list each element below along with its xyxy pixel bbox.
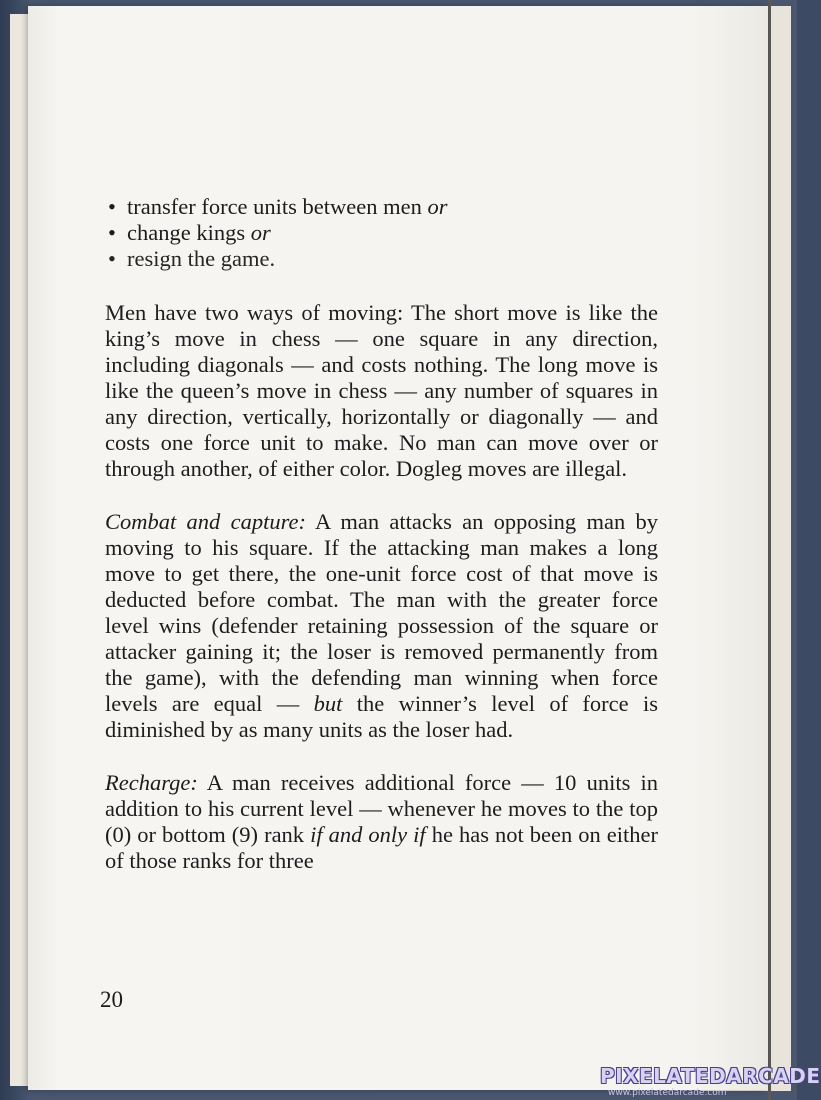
combat-heading: Combat and capture:	[105, 509, 306, 534]
list-item: • change kings or	[108, 220, 271, 245]
list-item: • transfer force units between men or	[108, 194, 448, 219]
page-body	[105, 194, 658, 874]
page-number: 20	[100, 987, 123, 1012]
site-watermark-url: www.pixelatedarcade.com	[608, 1088, 727, 1098]
manual-page	[28, 6, 768, 1090]
paragraph-combat: Combat and capture: A man attacks an opposing man by moving to his square. If the attacking man makes a long move to get there, the one-unit force cost of that move is deducted before combat. The man with the greater force level wins (defender retaining possession of the square or attacker gaining it; the loser is removed permanently from the game), with the defending man winning when force levels are equal — but the winner’s level of force is diminished by as many units as the loser had.	[105, 509, 659, 742]
action-list	[105, 194, 658, 272]
paragraph-recharge: Recharge: A man receives additional force — 10 units in addition to his current level — whenever he moves to the top (0) or bottom (9) rank if and only if he has not been on either of those ranks for three	[105, 770, 659, 873]
list-item: • resign the game.	[108, 246, 276, 271]
recharge-heading: Recharge:	[105, 770, 198, 795]
site-watermark: PIXELATEDARCADE	[600, 1064, 821, 1088]
booklet-spine-shadow	[768, 0, 771, 1100]
paragraph-moving: Men have two ways of moving: The short move is like the king’s move in chess — one square in any direction, including diagonals — and costs nothing. The long move is like the queen’s move in chess — any number of squares in any direction, vertically, horizontally or diagonally — and costs one force unit to make. No man can move over or through another, of either color. Dogleg moves are illegal.	[105, 300, 658, 481]
